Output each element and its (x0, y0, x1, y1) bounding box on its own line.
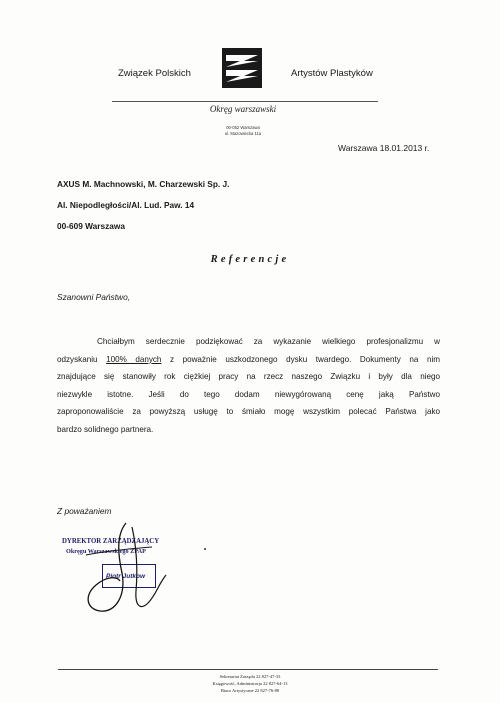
body-line: znajdujące się stanowiły rok ciężkiej pracy na rzecz naszego Związku i były dla niego (57, 372, 440, 382)
recipient-city: 00-609 Warszawa (57, 221, 125, 231)
recipient-street: Al. Niepodległości/Al. Lud. Paw. 14 (57, 200, 195, 210)
body-line: bardzo solidnego partnera. (57, 424, 154, 434)
org-address-line2: ul. Mazowiecka 11a (224, 131, 262, 136)
stamp-title: DYREKTOR ZARZĄDZAJĄCY (62, 538, 160, 545)
letter-body (57, 333, 440, 439)
closing-phrase: Z poważaniem (57, 506, 112, 516)
body-line: Chciałbym serdecznie podziękować za wykazanie wielkiego profesjonalizmu w (97, 337, 440, 346)
salutation: Szanowni Państwo, (57, 292, 131, 302)
stamp-subtitle: Okręgu Warszawskiego ZPAP (66, 548, 146, 555)
footer-line: Sekretariat Zarządu 22 827-47-33 (219, 674, 281, 679)
highlighted-phrase: 100% danych (106, 354, 162, 364)
district-name: Okręg warszawski (209, 104, 277, 114)
footer-line: Księgowość, Administracja 22 827-64-13 (212, 681, 288, 686)
org-name-left: Związek Polskich (118, 68, 191, 79)
stamp-name: Piotr Jutkow (106, 573, 146, 580)
letterhead-divider (112, 101, 378, 102)
body-line: zaproponowaliście za powyższą usługę to śmiało mogę wszystkim polecać Państwa jako (57, 407, 440, 417)
ink-dot (204, 548, 206, 550)
footer-line: Biuro Artystyczne 22 827-76-88 (220, 688, 280, 693)
letter-date: Warszawa 18.01.2013 r. (338, 143, 430, 153)
zpap-logo-icon (222, 48, 262, 88)
org-address-line1: 00-052 Warszawa (226, 125, 260, 130)
body-text: z poważnie uszkodzonego dysku twardego. Dokumenty na nim (161, 354, 440, 364)
letter-title: Referencje (210, 254, 290, 265)
recipient-name: AXUS M. Machnowski, M. Charzewski Sp. J. (57, 179, 230, 189)
body-line: niezwykle istotne. Jeśli do tego dodam niewygórowaną cenę jaką Państwo (57, 389, 440, 399)
body-line (57, 351, 440, 369)
footer-divider (58, 669, 438, 670)
body-text: odzyskaniu (57, 354, 107, 364)
org-name-right: Artystów Plastyków (291, 68, 373, 79)
handwritten-signature-icon (56, 515, 171, 615)
